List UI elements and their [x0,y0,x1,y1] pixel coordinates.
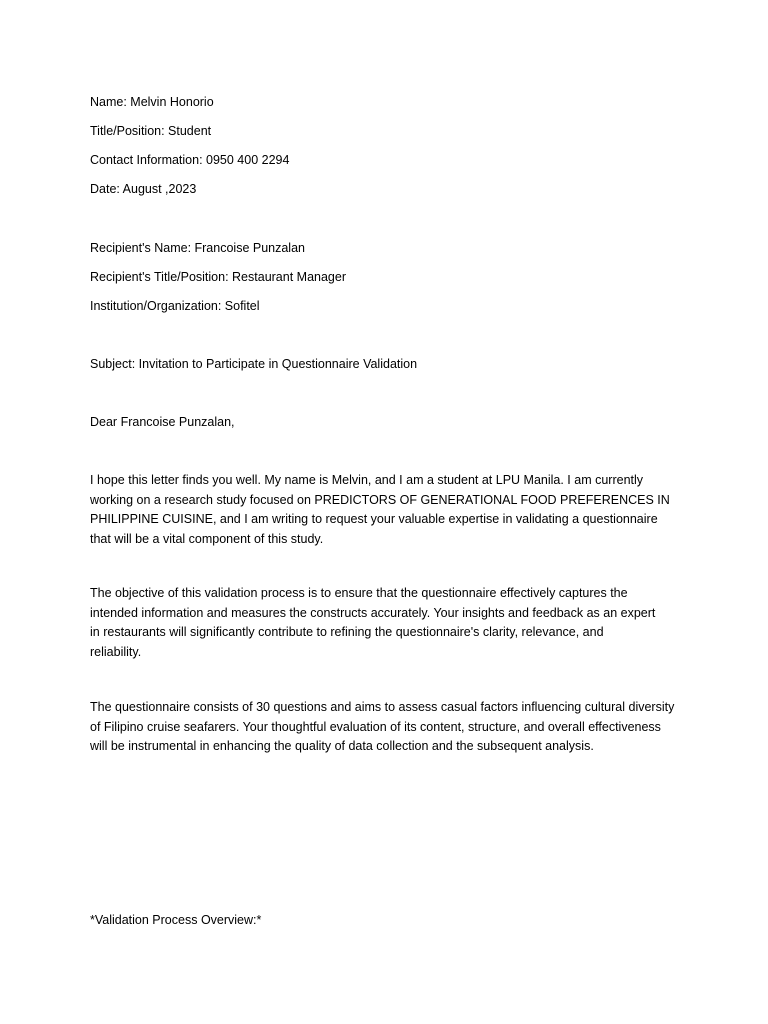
paragraph-line: The objective of this validation process is to ensure that the questionnaire effectively captures the [90,586,628,600]
body-paragraph-1 [90,471,702,549]
paragraph-line: of Filipino cruise seafarers. Your thoughtful evaluation of its content, structure, and overall effectiveness [90,719,661,734]
sender-contact: Contact Information: 0950 400 2294 [90,153,290,167]
recipient-title: Recipient's Title/Position: Restaurant Manager [90,270,346,284]
recipient-name: Recipient's Name: Francoise Punzalan [90,241,305,255]
paragraph-line: in restaurants will significantly contribute to refining the questionnaire's clarity, relevance, and [90,625,604,639]
paragraph-line: The questionnaire consists of 30 questions and aims to assess casual factors influencing cultural diversity [90,700,675,714]
paragraph-line: working on a research study focused on PREDICTORS OF GENERATIONAL FOOD PREFERENCES IN [90,492,670,507]
body-paragraph-3 [90,698,702,757]
sender-name: Name: Melvin Honorio [90,95,214,109]
sender-title: Title/Position: Student [90,124,212,138]
paragraph-line: I hope this letter finds you well. My name is Melvin, and I am a student at LPU Manila. I am currently [90,473,644,487]
letter-salutation: Dear Francoise Punzalan, [90,415,235,429]
letter-subject: Subject: Invitation to Participate in Questionnaire Validation [90,357,418,371]
section-heading: *Validation Process Overview:* [90,913,262,927]
paragraph-line: that will be a vital component of this study. [90,531,324,546]
body-paragraph-2 [90,584,702,662]
letter-date: Date: August ,2023 [90,182,197,196]
paragraph-line: will be instrumental in enhancing the quality of data collection and the subsequent analysis. [90,739,594,753]
paragraph-line: intended information and measures the constructs accurately. Your insights and feedback as an expert [90,605,656,620]
paragraph-line: PHILIPPINE CUISINE, and I am writing to request your valuable expertise in validating a questionnaire [90,512,658,526]
paragraph-line: reliability. [90,644,142,659]
recipient-organization: Institution/Organization: Sofitel [90,299,260,313]
